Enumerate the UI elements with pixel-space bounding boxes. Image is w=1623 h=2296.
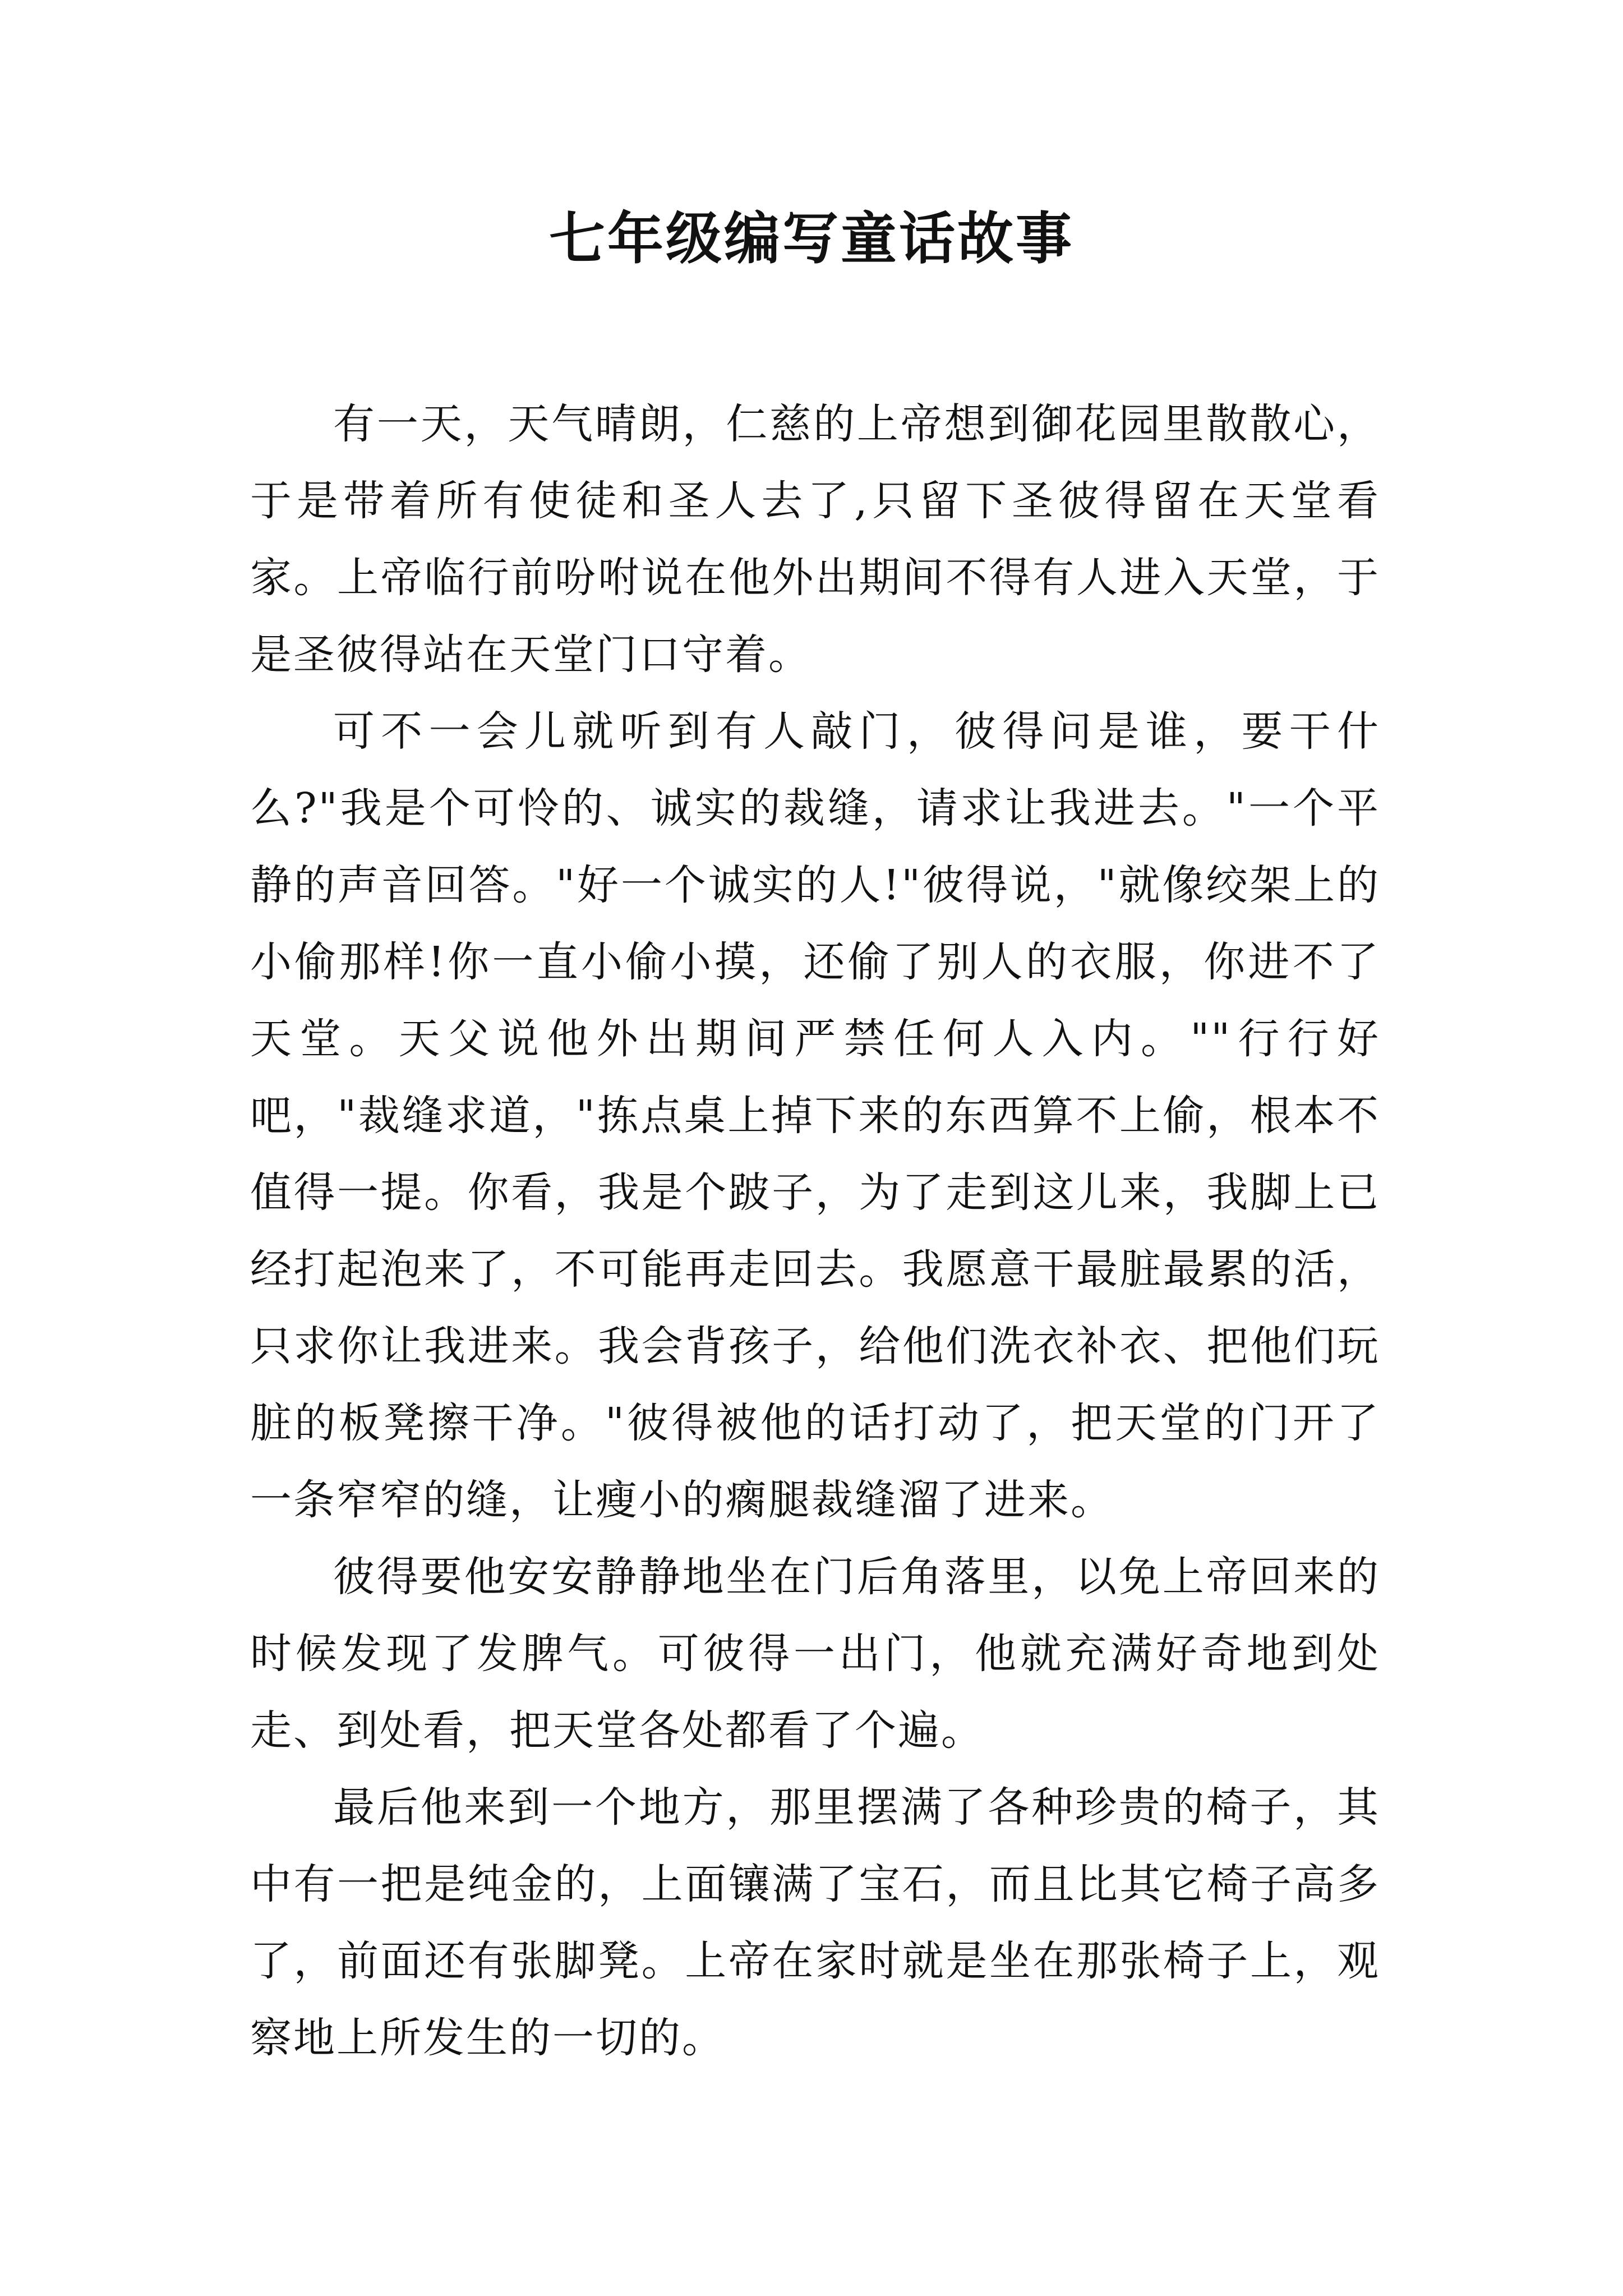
paragraph: 彼得要他安安静静地坐在门后角落里，以免上帝回来的时候发现了发脾气。可彼得一出门，他就充满好奇地到处走、到处看，把天堂各处都看了个遍。 — [250, 1553, 1380, 1755]
paragraph: 最后他来到一个地方，那里摆满了各种珍贵的椅子，其中有一把是纯金的，上面镶满了宝石，而且比其它椅子高多了，前面还有张脚凳。上帝在家时就是坐在那张椅子上，观察地上所发生的一切的。 — [250, 1783, 1380, 2062]
paragraph: 有一天，天气晴朗，仁慈的上帝想到御花园里散散心，于是带着所有使徒和圣人去了,只留下圣彼得留在天堂看家。上帝临行前吩咐说在他外出期间不得有人进入天堂，于是圣彼得站在天堂门口守着。 — [250, 400, 1380, 679]
document-body — [250, 386, 1380, 2077]
paragraph: 可不一会儿就听到有人敲门，彼得问是谁，要干什么?"我是个可怜的、诚实的裁缝，请求让我进去。"一个平静的声音回答。"好一个诚实的人!"彼得说，"就像绞架上的小偷那样!你一直小偷小摸，还偷了别人的衣服，你进不了天堂。天父说他外出期间严禁任何人入内。""行行好吧，"裁缝求道，"拣点桌上掉下来的东西算不上偷，根本不值得一提。你看，我是个跛子，为了走到这儿来，我脚上已经打起泡来了，不可能再走回去。我愿意干最脏最累的活，只求你让我进来。我会背孩子，给他们洗衣补衣、把他们玩脏的板凳擦干净。"彼得被他的话打动了，把天堂的门开了一条窄窄的缝，让瘦小的瘸腿裁缝溜了进来。 — [250, 707, 1380, 1524]
document-title: 七年级编写童话故事 — [549, 205, 1074, 272]
